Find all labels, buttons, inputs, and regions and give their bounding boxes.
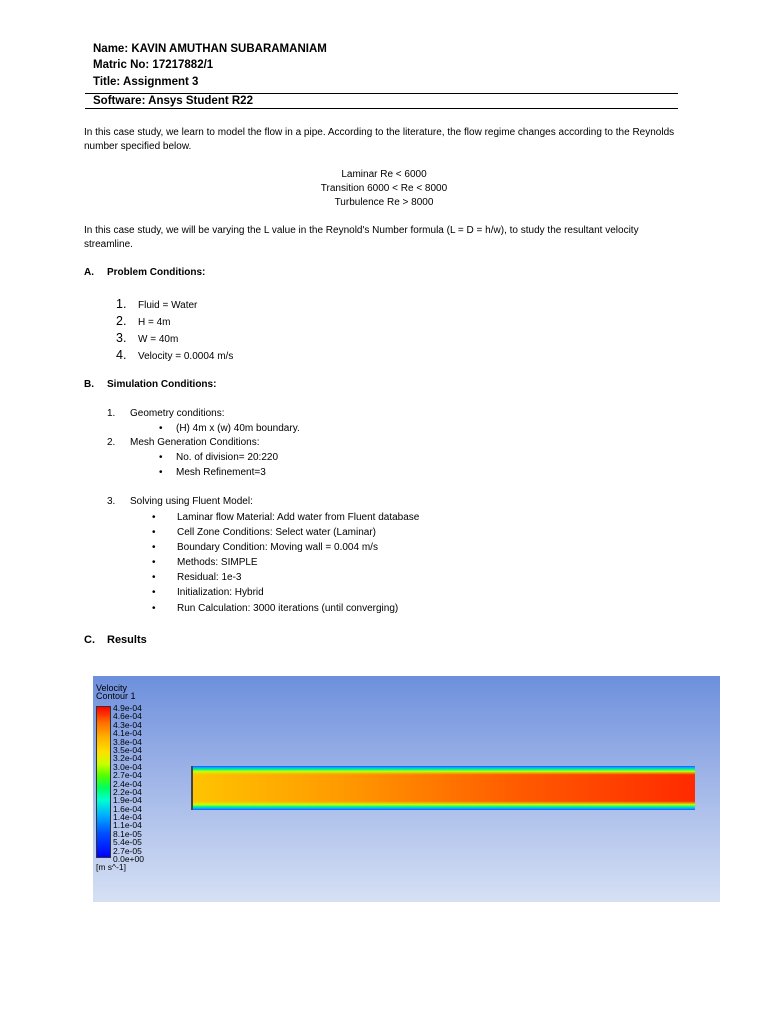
tick-label: 8.1e-05 — [113, 828, 142, 839]
bullet-item: • Initialization: Hybrid — [152, 587, 264, 598]
section-b-letter: B. — [84, 379, 94, 390]
section-b-heading — [84, 379, 216, 390]
tick-label: 4.1e-04 — [113, 728, 142, 739]
bullet-item: • Residual: 1e-3 — [152, 572, 242, 583]
section-c-title: Results — [107, 634, 147, 646]
section-c-letter: C. — [84, 634, 95, 646]
legend-title-contour: Contour 1 — [96, 691, 136, 701]
legend-unit: [m s^-1] — [96, 862, 126, 872]
tick-label: 2.7e-05 — [113, 845, 142, 856]
assignment-title: Title: Assignment 3 — [93, 76, 199, 88]
section-a-letter: A. — [84, 267, 94, 278]
tick-label: 2.2e-04 — [113, 786, 142, 797]
section-b-title: Simulation Conditions: — [107, 379, 217, 390]
legend-title-velocity: Velocity — [96, 683, 128, 693]
problem-item: 4. Velocity = 0.0004 m/s — [116, 348, 234, 362]
intro-paragraph-2: In this case study, we will be varying the L value in the Reynold's Number formula (L = D = h/w), to study the resultant velocity streamline. — [84, 225, 639, 250]
velocity-contour-figure — [93, 676, 720, 902]
simulation-item: 2. Mesh Generation Conditions: — [107, 437, 260, 448]
color-scale-bar — [96, 706, 111, 858]
matric-number: Matric No: 17217882/1 — [93, 59, 214, 71]
tick-label: 4.9e-04 — [113, 703, 142, 713]
section-a-title: Problem Conditions: — [107, 267, 206, 278]
tick-label: 3.5e-04 — [113, 744, 142, 755]
problem-item: 3. W = 40m — [116, 331, 179, 345]
bullet-item: • Methods: SIMPLE — [152, 557, 258, 568]
color-scale-ticks — [113, 704, 144, 863]
tick-label: 3.8e-04 — [113, 736, 142, 747]
tick-label: 2.7e-04 — [113, 770, 142, 781]
student-name: Name: KAVIN AMUTHAN SUBARAMANIAM — [93, 43, 327, 55]
tick-label: 1.1e-04 — [113, 820, 142, 831]
simulation-item: 3. Solving using Fluent Model: — [107, 496, 253, 507]
problem-item: 1. Fluid = Water — [116, 297, 198, 311]
software-line: Software: Ansys Student R22 — [93, 95, 253, 107]
simulation-item: 1. Geometry conditions: — [107, 408, 225, 419]
bullet-item: • Laminar flow Material: Add water from Fluent database — [152, 512, 420, 523]
tick-label: 5.4e-05 — [113, 837, 142, 848]
pipe-flow-field — [191, 766, 695, 810]
tick-label: 4.3e-04 — [113, 719, 142, 730]
tick-label: 1.9e-04 — [113, 795, 142, 806]
header-rule-top — [85, 93, 678, 94]
tick-label: 2.4e-04 — [113, 778, 142, 789]
tick-label: 3.2e-04 — [113, 753, 142, 764]
bullet-item: • Cell Zone Conditions: Select water (Laminar) — [152, 527, 376, 538]
problem-item: 2. H = 4m — [116, 314, 171, 328]
regime-turbulence: Turbulence Re > 8000 — [334, 197, 434, 208]
pipe-velocity-contour — [191, 766, 695, 810]
tick-label: 0.0e+00 — [113, 854, 144, 865]
bullet-item: • Boundary Condition: Moving wall = 0.004 m/s — [152, 542, 378, 553]
section-c-heading — [84, 634, 147, 646]
section-a-heading — [84, 267, 205, 278]
tick-label: 1.6e-04 — [113, 803, 142, 814]
legend-title — [96, 684, 136, 700]
header-rule-bottom — [85, 108, 678, 109]
regime-laminar: Laminar Re < 6000 — [341, 169, 427, 180]
intro-paragraph: In this case study, we learn to model the flow in a pipe. According to the literature, the flow regime changes according to the Reynolds number specified below. — [84, 127, 675, 152]
tick-label: 1.4e-04 — [113, 812, 142, 823]
bullet-item: • Run Calculation: 3000 iterations (until converging) — [152, 603, 399, 614]
tick-label: 4.6e-04 — [113, 711, 142, 722]
bullet-item: • No. of division= 20:220 — [159, 452, 279, 463]
regime-transition: Transition 6000 < Re < 8000 — [320, 183, 448, 194]
bullet-item: • Mesh Refinement=3 — [159, 467, 266, 478]
tick-label: 3.0e-04 — [113, 761, 142, 772]
bullet-item: • (H) 4m x (w) 40m boundary. — [159, 423, 300, 434]
pipe-inlet-edge — [191, 766, 193, 810]
